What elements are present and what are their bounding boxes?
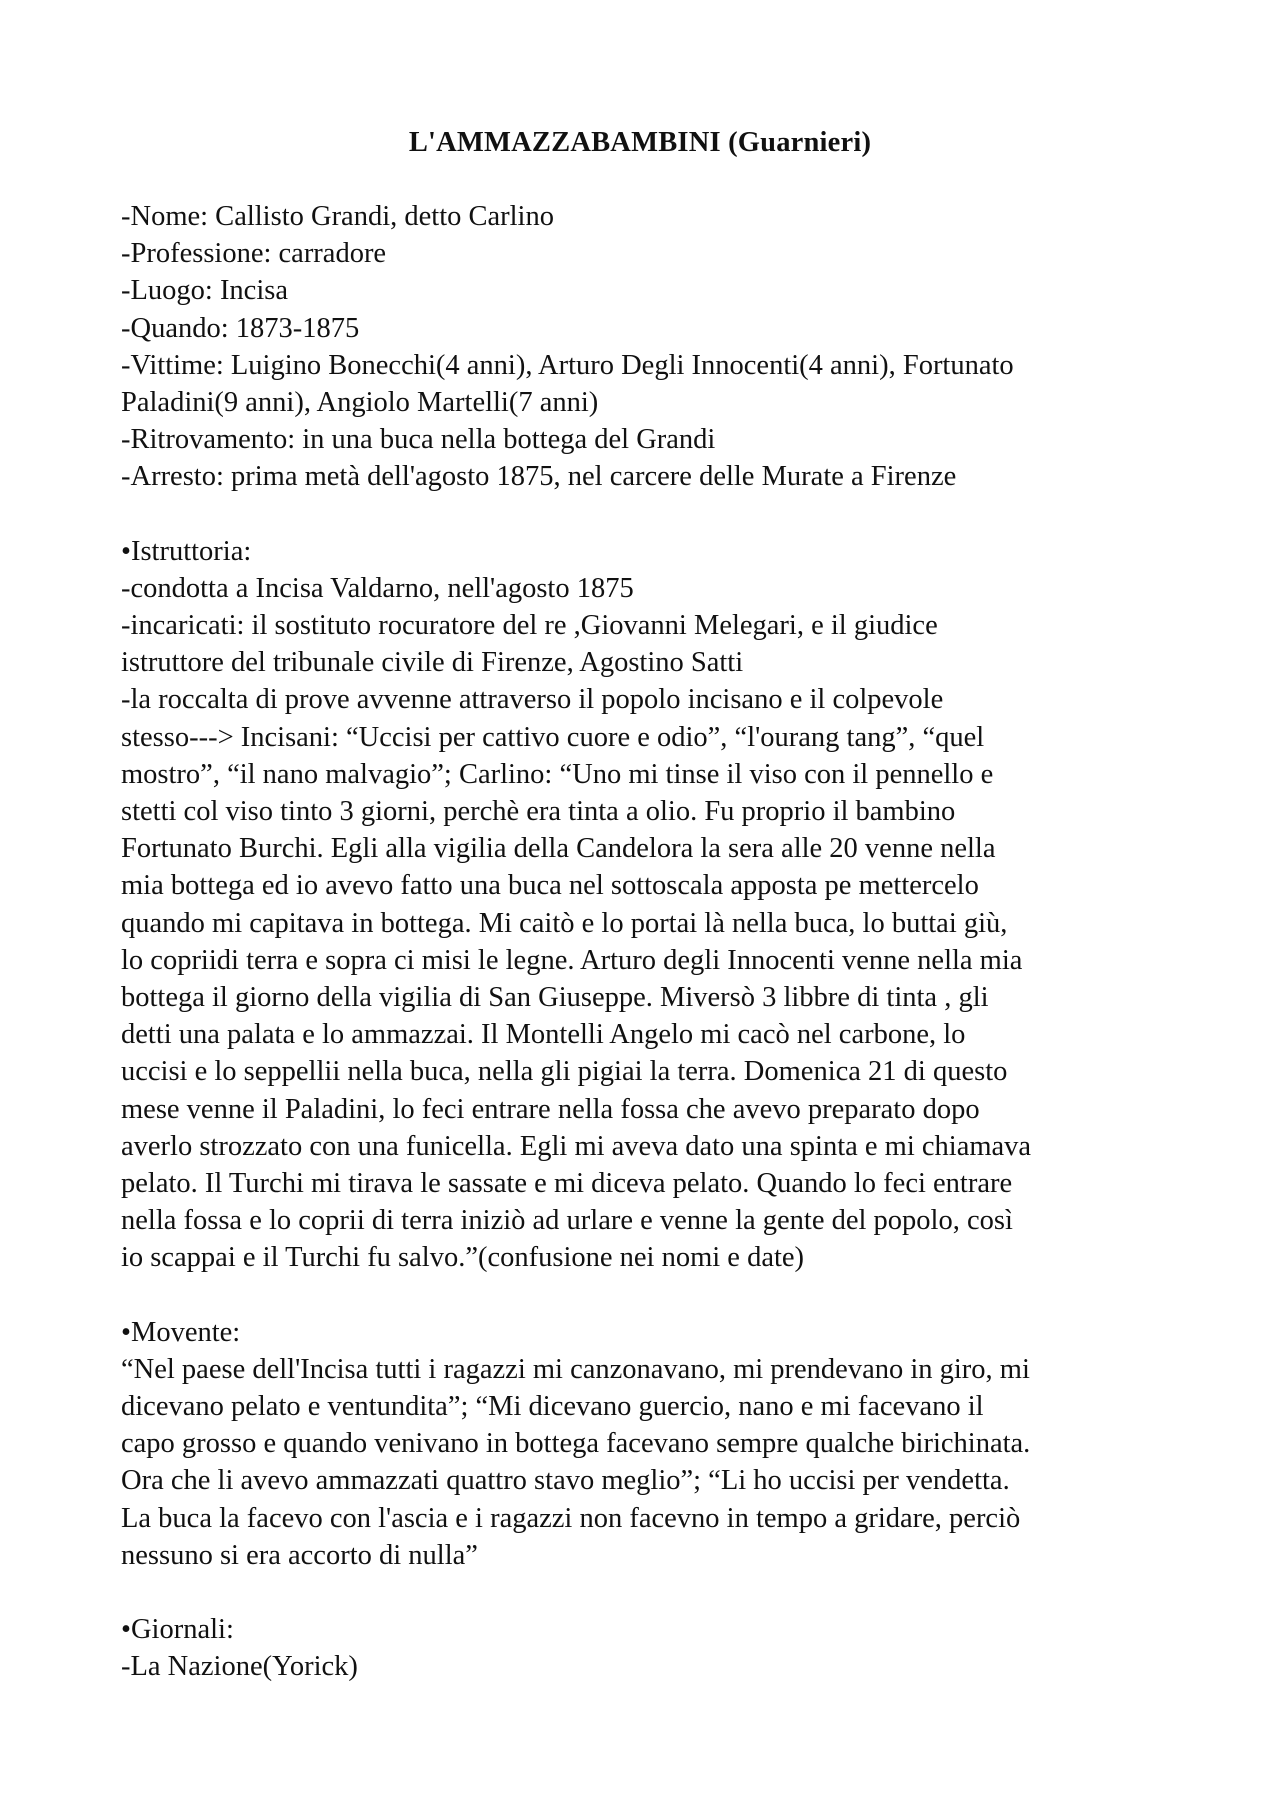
- fact-line: Paladini(9 anni), Angiolo Martelli(7 anni): [121, 386, 599, 418]
- body-line: -La Nazione(Yorick): [121, 1651, 358, 1683]
- body-line: -incaricati: il sostituto rocuratore del re ,Giovanni Melegari, e il giudice: [121, 610, 938, 642]
- fact-line: -Professione: carradore: [121, 238, 387, 270]
- paragraph-gap: [121, 496, 1181, 533]
- fact-line: -Luogo: Incisa: [121, 275, 288, 307]
- fact-line: -Ritrovamento: in una buca nella bottega del Grandi: [121, 424, 716, 456]
- body-line: nessuno si era accorto di nulla”: [121, 1539, 478, 1571]
- paragraph-gap: [121, 1276, 1181, 1313]
- body-line: “Nel paese dell'Incisa tutti i ragazzi mi canzonavano, mi prendevano in giro, mi: [121, 1353, 1030, 1385]
- body-line: averlo strozzato con una funicella. Egli mi aveva dato una spinta e mi chiamava: [121, 1130, 1032, 1162]
- body-line: uccisi e lo seppellii nella buca, nella gli pigiai la terra. Domenica 21 di questo: [121, 1056, 1008, 1088]
- body-line: mia bottega ed io avevo fatto una buca nel sottoscala apposta pe mettercelo: [121, 870, 979, 902]
- body-line: bottega il giorno della vigilia di San Giuseppe. Miversò 3 libbre di tinta , gli: [121, 981, 989, 1013]
- document-body: [121, 198, 1181, 1686]
- body-line: -la roccalta di prove avvenne attraverso il popolo incisano e il colpevole: [121, 684, 944, 716]
- fact-line: -Nome: Callisto Grandi, detto Carlino: [121, 201, 554, 232]
- section-heading: •Giornali:: [121, 1614, 234, 1646]
- fact-line: -Vittime: Luigino Bonecchi(4 anni), Arturo Degli Innocenti(4 anni), Fortunato: [121, 349, 1014, 381]
- document-title: L'AMMAZZABAMBINI (Guarnieri): [408, 127, 872, 158]
- body-line: lo copriidi terra e sopra ci misi le legne. Arturo degli Innocenti venne nella mia: [121, 944, 1023, 976]
- istruttoria-section: [121, 533, 1181, 1277]
- body-line: capo grosso e quando venivano in bottega facevano sempre qualche birichinata.: [121, 1428, 1031, 1460]
- body-line: Fortunato Burchi. Egli alla vigilia della Candelora la sera alle 20 venne nella: [121, 833, 996, 865]
- body-line: pelato. Il Turchi mi tirava le sassate e mi diceva pelato. Quando lo feci entrare: [121, 1167, 1013, 1199]
- facts-section: [121, 198, 1181, 496]
- giornali-section: [121, 1611, 1181, 1685]
- fact-line: -Arresto: prima metà dell'agosto 1875, nel carcere delle Murate a Firenze: [121, 461, 957, 493]
- body-line: io scappai e il Turchi fu salvo.”(confusione nei nomi e date): [121, 1242, 805, 1274]
- section-heading: •Istruttoria:: [121, 535, 252, 567]
- body-line: mostro”, “il nano malvagio”; Carlino: “Uno mi tinse il viso con il pennello e: [121, 758, 994, 790]
- body-line: La buca la facevo con l'ascia e i ragazzi non facevno in tempo a gridare, perciò: [121, 1502, 1021, 1534]
- section-heading: •Movente:: [121, 1316, 241, 1348]
- body-line: stesso---> Incisani: “Uccisi per cattivo cuore e odio”, “l'ourang tang”, “quel: [121, 721, 985, 753]
- body-line: detti una palata e lo ammazzai. Il Montelli Angelo mi cacò nel carbone, lo: [121, 1019, 966, 1051]
- body-line: nella fossa e lo coprii di terra iniziò ad urlare e venne la gente del popolo, così: [121, 1205, 1013, 1237]
- body-line: stetti col viso tinto 3 giorni, perchè era tinta a olio. Fu proprio il bambino: [121, 796, 956, 827]
- movente-section: [121, 1314, 1181, 1574]
- paragraph-gap: [121, 1574, 1181, 1611]
- fact-line: -Quando: 1873-1875: [121, 312, 360, 344]
- body-line: istruttore del tribunale civile di Firenze, Agostino Satti: [121, 647, 744, 679]
- body-line: mese venne il Paladini, lo feci entrare nella fossa che avevo preparato dopo: [121, 1093, 980, 1125]
- body-line: -condotta a Incisa Valdarno, nell'agosto 1875: [121, 572, 634, 604]
- body-line: Ora che li avevo ammazzati quattro stavo meglio”; “Li ho uccisi per vendetta.: [121, 1465, 1010, 1497]
- body-line: dicevano pelato e ventundita”; “Mi dicevano guercio, nano e mi facevano il: [121, 1391, 984, 1422]
- body-line: quando mi capitava in bottega. Mi caitò e lo portai là nella buca, lo buttai giù,: [121, 907, 1008, 939]
